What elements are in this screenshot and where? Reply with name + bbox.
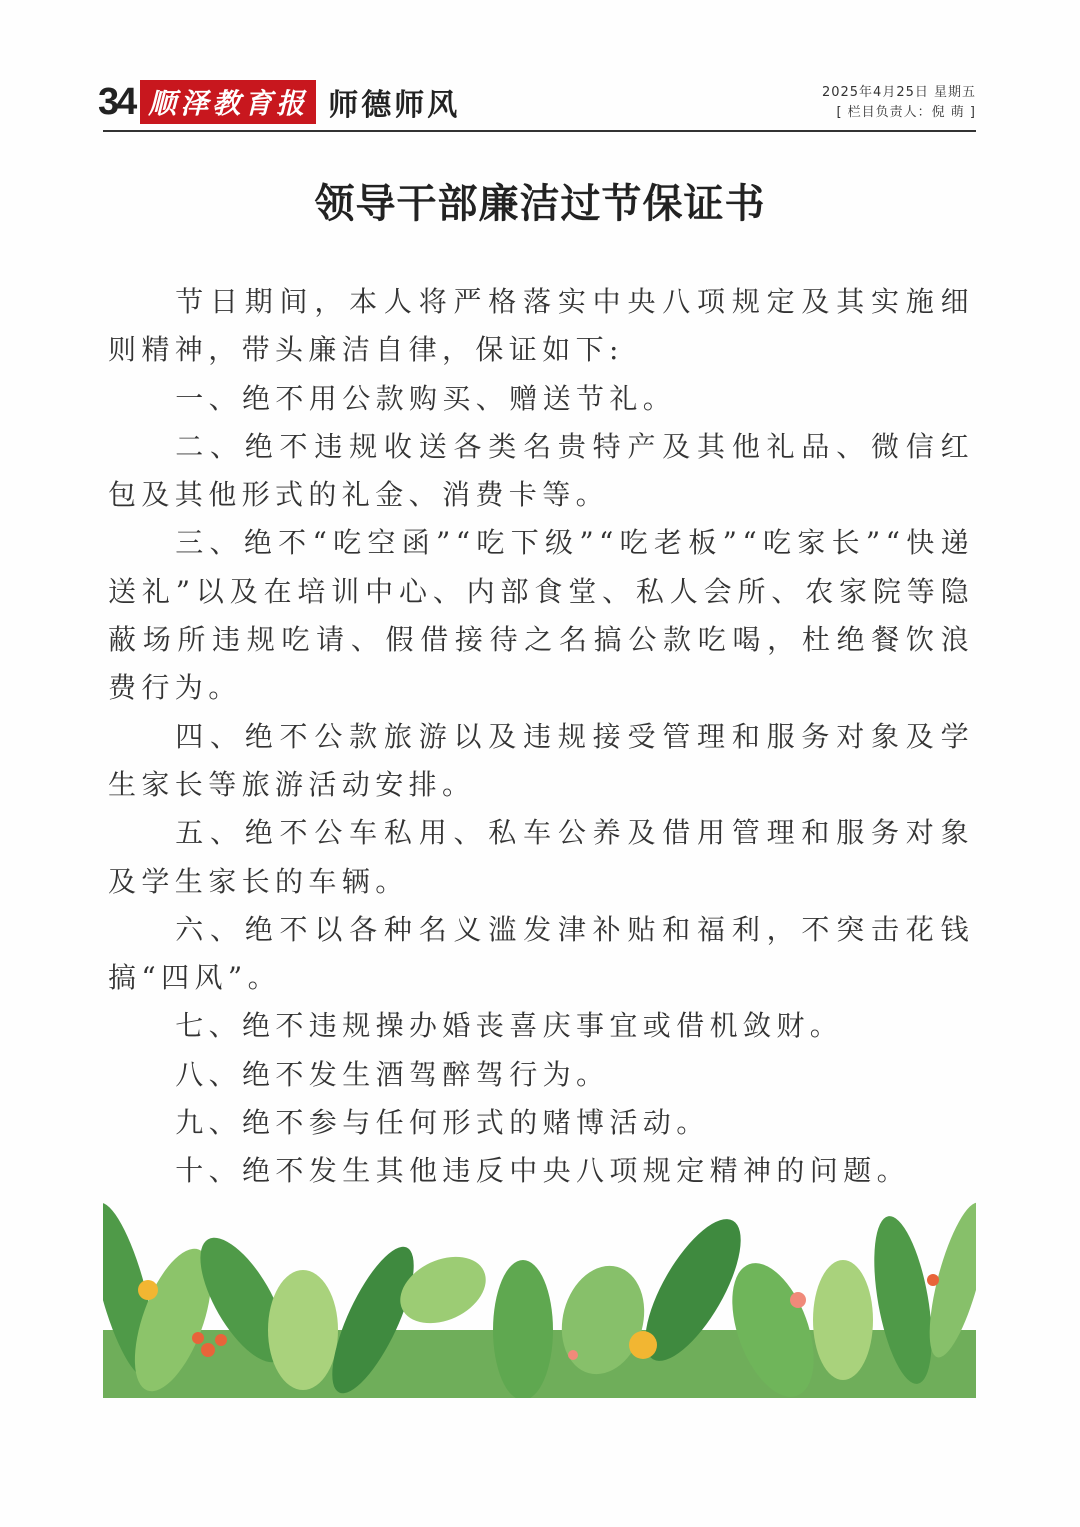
newspaper-logo: 顺泽教育报 [140,80,316,124]
paragraph: 九、绝不参与任何形式的赌博活动。 [175,1106,710,1140]
issue-meta [822,83,976,123]
article-body [108,278,974,1196]
paragraph: 一、绝不用公款购买、赠送节礼。 [175,381,677,415]
page-number: 34 [98,80,135,123]
paragraph: 三、绝不“吃空函”“吃下级”“吃老板”“吃家长”“快递送礼”以及在培训中心、内部食堂、私人会所、农家院等隐蔽场所违规吃请、假借接待之名搞公款吃喝，杜绝餐饮浪费行为。 [108,526,974,705]
paragraph: 节日期间，本人将严格落实中央八项规定及其实施细则精神，带头廉洁自律，保证如下: [108,285,974,367]
paragraph: 七、绝不违规操办婚丧喜庆事宜或借机敛财。 [175,1009,844,1043]
column-editor: [ 栏目负责人：倪 萌 ] [836,105,976,120]
page-title: 领导干部廉洁过节保证书 [314,180,766,227]
paragraph: 五、绝不公车私用、私车公养及借用管理和服务对象及学生家长的车辆。 [108,816,974,898]
header-divider [103,130,976,132]
plant-illustration [103,1180,976,1398]
paragraph: 六、绝不以各种名义滥发津补贴和福利，不突击花钱搞“四风”。 [108,912,974,995]
paragraph: 十、绝不发生其他违反中央八项规定精神的问题。 [175,1154,910,1188]
masthead [98,80,460,124]
column-name: 师德师风 [328,88,461,123]
issue-date: 2025年4月25日 星期五 [821,85,976,100]
paragraph: 二、绝不违规收送各类名贵特产及其他礼品、微信红包及其他形式的礼金、消费卡等。 [108,429,974,512]
paragraph: 八、绝不发生酒驾醉驾行为。 [175,1057,610,1091]
paragraph: 四、绝不公款旅游以及违规接受管理和服务对象及学生家长等旅游活动安排。 [108,719,974,801]
